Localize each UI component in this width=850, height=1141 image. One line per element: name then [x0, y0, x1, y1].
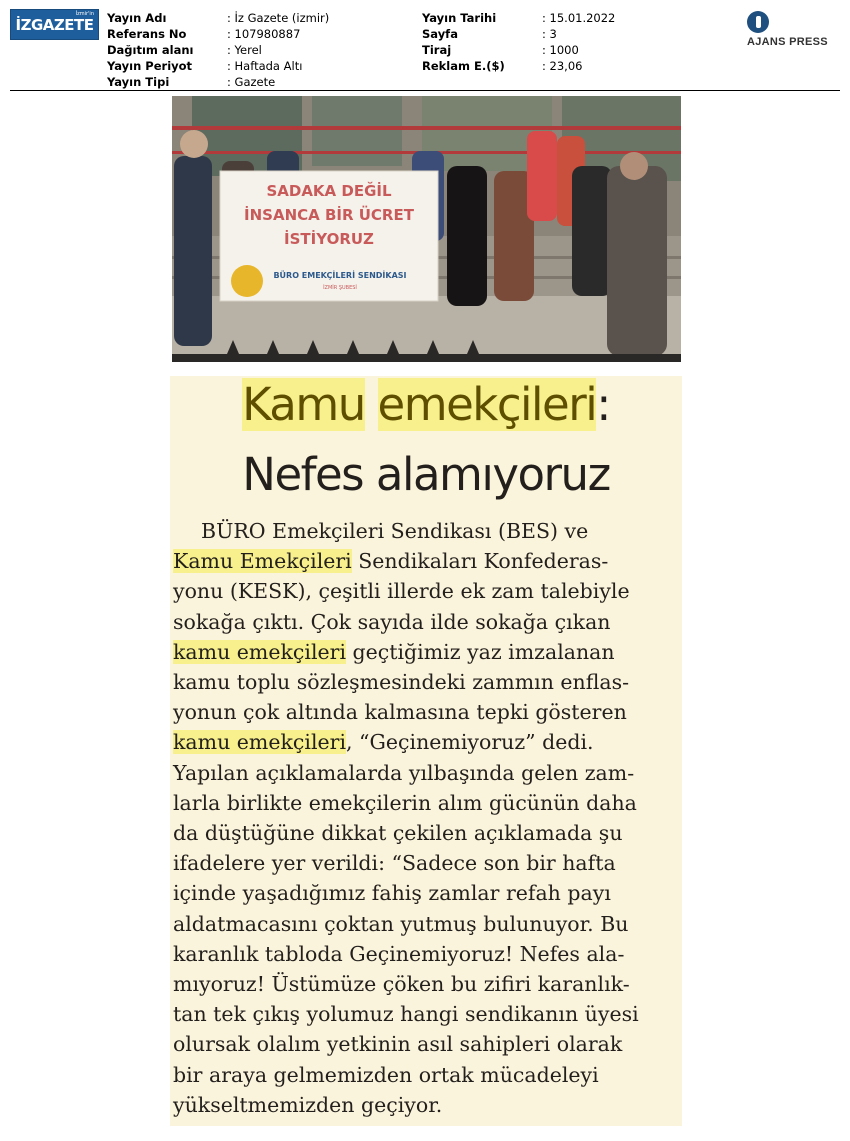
- logo-text: İZGAZETE: [15, 15, 94, 34]
- meta-value: : 107980887: [227, 27, 301, 41]
- banner-branch: İZMİR ŞUBESİ: [323, 285, 357, 291]
- meta-value: : 3: [542, 27, 557, 41]
- body-line: [173, 788, 681, 818]
- body-line: [173, 848, 681, 878]
- newspaper-logo: [10, 9, 99, 40]
- meta-value: : 1000: [542, 43, 579, 57]
- protest-photo: [172, 96, 681, 362]
- union-emblem-icon: [231, 265, 263, 297]
- agency-logo-icon: [747, 11, 769, 33]
- banner-union: BÜRO EMEKÇİLERİ SENDİKASI: [273, 271, 407, 280]
- body-text: , “Geçinemiyoruz” dedi.: [346, 730, 594, 755]
- agency-logo: [745, 10, 840, 50]
- banner-line-1: SADAKA DEĞİL: [266, 182, 392, 200]
- meta-row-date: [422, 10, 615, 26]
- article-body: [173, 516, 681, 1120]
- meta-label: Reklam E.($): [422, 59, 505, 73]
- body-line: [173, 546, 681, 576]
- meta-value: : 23,06: [542, 59, 583, 73]
- meta-value: : İz Gazete (izmir): [227, 11, 330, 25]
- meta-label: Sayfa: [422, 27, 458, 41]
- meta-label: Tiraj: [422, 43, 452, 57]
- body-line: [173, 939, 681, 969]
- body-line: [173, 1060, 681, 1090]
- meta-label: Yayın Adı: [107, 11, 167, 25]
- meta-label: Yayın Periyot: [107, 59, 193, 73]
- body-text: olursak olalım yetkinin asıl sahipleri olarak: [173, 1032, 623, 1057]
- body-text: geçtiğimiz yaz imzalanan: [346, 639, 615, 664]
- body-line: [173, 758, 681, 788]
- logo-tagline: İzmir'in: [75, 11, 94, 17]
- agency-name: AJANS PRESS: [747, 36, 828, 48]
- body-line: [173, 697, 681, 727]
- meta-label: Dağıtım alanı: [107, 43, 194, 57]
- meta-label: Yayın Tarihi: [422, 11, 497, 25]
- headline-line-2: Nefes alamıyoruz: [242, 448, 610, 501]
- body-text: mıyoruz! Üstümüze çöken bu zifiri karanlık-: [173, 972, 630, 997]
- meta-value: : Haftada Altı: [227, 59, 303, 73]
- body-text: ifadelere yer verildi: “Sadece son bir hafta: [173, 851, 616, 876]
- body-line: [173, 727, 681, 757]
- keyword-highlight: kamu emekçileri: [173, 730, 347, 755]
- body-text: yonu (KESK), çeşitli illerde ek zam talebiyle: [173, 579, 630, 604]
- body-line: [173, 909, 681, 939]
- headline-colon: :: [596, 378, 610, 431]
- body-text: da düştüğüne dikkat çekilen açıklamada şu: [173, 821, 623, 846]
- meta-row-publication-name: [107, 10, 329, 26]
- meta-row-ad-value: [422, 58, 615, 74]
- header-divider: [10, 90, 840, 91]
- headline-highlight-emekcileri: emekçileri: [377, 378, 597, 431]
- meta-row-type: [107, 74, 329, 90]
- body-line: [173, 1029, 681, 1059]
- body-line: [173, 516, 681, 546]
- body-text: kamu toplu sözleşmesindeki zammın enflas-: [173, 670, 630, 695]
- meta-row-page: [422, 26, 615, 42]
- body-text: Sendikaları Konfederas-: [351, 549, 609, 574]
- keyword-highlight: Kamu Emekçileri: [173, 549, 352, 574]
- article: [170, 376, 682, 1126]
- meta-value: : Yerel: [227, 43, 262, 57]
- meta-row-reference: [107, 26, 329, 42]
- body-line: [173, 999, 681, 1029]
- body-text: larla birlikte emekçilerin alım gücünün daha: [173, 790, 637, 815]
- headline-line-1: [170, 378, 682, 431]
- meta-row-distribution: [107, 42, 329, 58]
- meta-label: Referans No: [107, 27, 187, 41]
- body-line: [173, 969, 681, 999]
- body-line: [173, 607, 681, 637]
- body-text: bir araya gelmemizden ortak mücadeleyi: [173, 1062, 599, 1087]
- meta-row-period: [107, 58, 329, 74]
- body-text: yükseltmemizden geçiyor.: [173, 1092, 443, 1117]
- body-line: [173, 667, 681, 697]
- headline-highlight-kamu: Kamu: [242, 378, 365, 431]
- keyword-highlight: kamu emekçileri: [173, 639, 347, 664]
- meta-row-circulation: [422, 42, 615, 58]
- body-text: karanlık tabloda Geçinemiyoruz! Nefes ala-: [173, 941, 625, 966]
- banner-line-3: İSTİYORUZ: [284, 230, 374, 248]
- meta-label: Yayın Tipi: [107, 75, 170, 89]
- publication-meta-right: [422, 10, 615, 74]
- body-line: [173, 576, 681, 606]
- banner-line-2: İNSANCA BİR ÜCRET: [244, 206, 414, 224]
- body-text: yonun çok altında kalmasına tepki gösteren: [173, 700, 627, 725]
- body-line: [173, 878, 681, 908]
- body-text: Yapılan açıklamalarda yılbaşında gelen zam-: [173, 760, 635, 785]
- body-line: [173, 1090, 681, 1120]
- meta-value: : 15.01.2022: [542, 11, 616, 25]
- body-line: [173, 818, 681, 848]
- body-text: tan tek çıkış yolumuz hangi sendikanın üyesi: [173, 1002, 639, 1027]
- body-text: sokağa çıktı. Çok sayıda ilde sokağa çıkan: [173, 609, 611, 634]
- body-text: BÜRO Emekçileri Sendikası (BES) ve: [201, 519, 589, 543]
- body-text: aldatmacasını çoktan yutmuş bulunuyor. Bu: [173, 911, 629, 936]
- body-line: [173, 637, 681, 667]
- meta-value: : Gazete: [227, 75, 276, 89]
- publication-meta-left: [107, 10, 329, 90]
- body-text: içinde yaşadığımız fahiş zamlar refah payı: [173, 881, 611, 906]
